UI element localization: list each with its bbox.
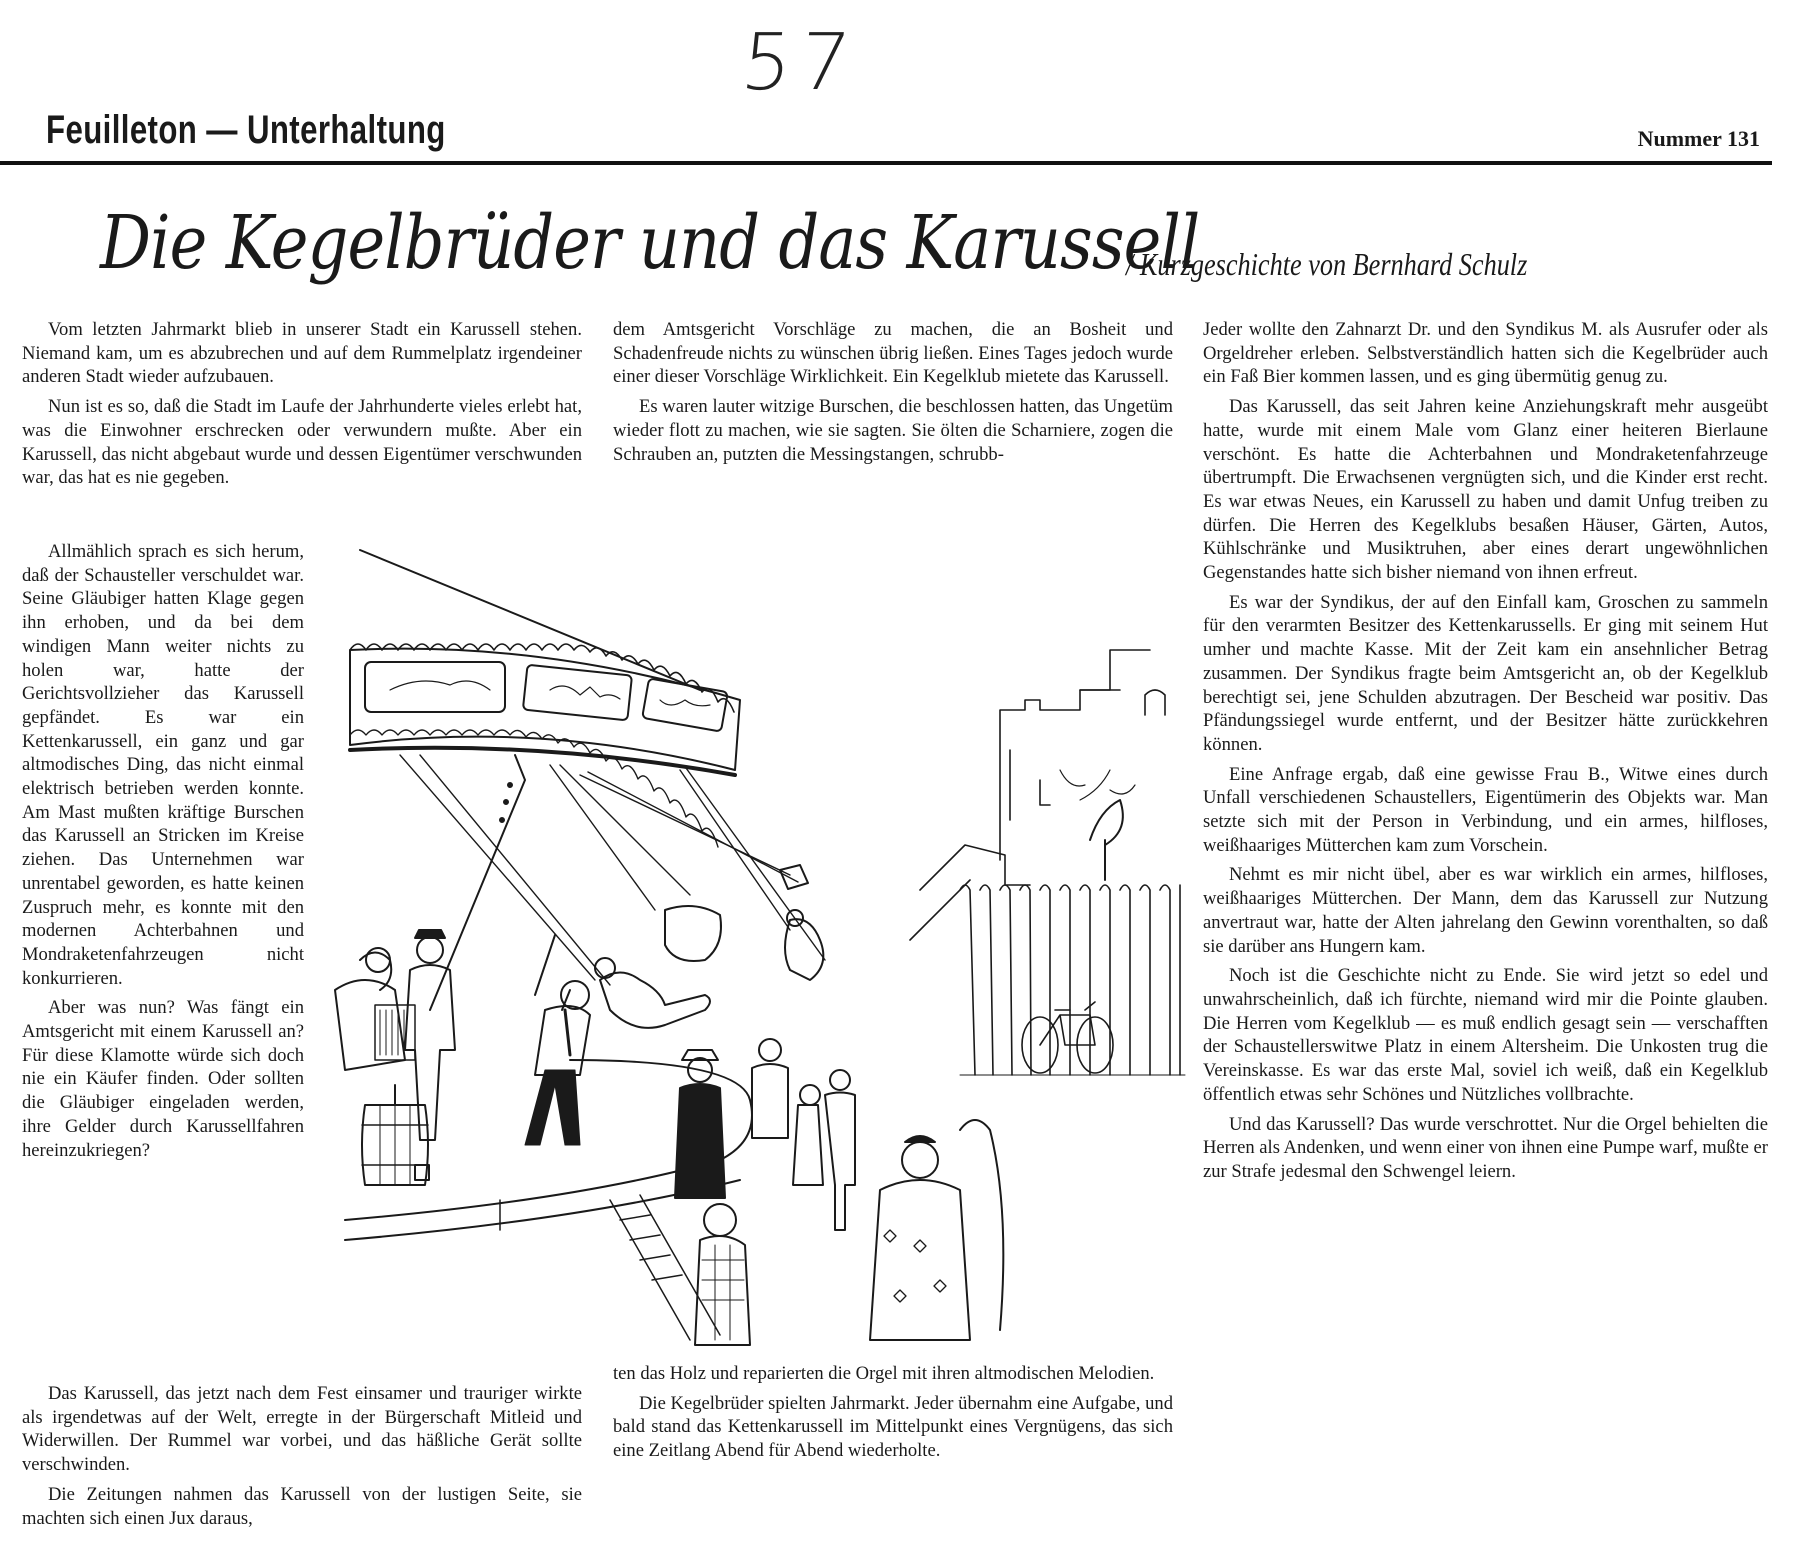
paragraph: Und das Karussell? Das wurde verschrottet. Nur die Orgel behielten die Herren als Andenken, und wenn einer von ihnen eine Pumpe warf, mußte er zur Strafe jedesmal den Schwengel leiern. (1203, 1113, 1768, 1182)
carousel-illustration (320, 540, 1200, 1360)
column-3 (1203, 318, 1768, 1190)
column-1-top (22, 318, 582, 496)
article-byline: / Kurzgeschichte von Bernhard Schulz (1126, 246, 1528, 282)
section-title: Feuilleton — Unterhaltung (46, 108, 446, 152)
paragraph: Noch ist die Geschichte nicht zu Ende. Sie wird jetzt so edel und unwahrscheinlich, daß ich fürchte, niemand wird mir die Pointe glauben. Die Herren vom Kegelklub — es muß endlich gesagt sein — verschafften der Schaustellerswitwe Platz in einem Altersheim. Die Unkosten trug die Vereinskasse. Es war das erste Mal, soviel ich weiß, daß ein Kegelklub öffentlich etwas sehr Schönes und Nützliches vollbrachte. (1203, 965, 1768, 1105)
swing-riders (562, 865, 823, 1028)
issue-number: Nummer 131 (1637, 126, 1760, 151)
men-on-platform (335, 930, 590, 1145)
paragraph: Es war der Syndikus, der auf den Einfall kam, Groschen zu sammeln für den verarmten Besitzer des Kettenkarussells. Er ging mit seinem Hut umher und machte Kasse. Mit der Zeit kam ein ansehnlicher Betrag zusammen. Der Syndikus fragte beim Amtsgericht an, ob der Kegelklub berechtigt sei, jene Schulden abzutragen. Der Bescheid war positiv. Das Pfändungssiegel wurde entfernt, und der Besitzer hätte zurückkehren können. (1203, 591, 1768, 755)
paragraph: ten das Holz und reparierten die Orgel mit ihren altmodischen Melodien. (613, 1363, 1155, 1384)
picket-fence (960, 885, 1185, 1075)
carousel-canopy (350, 644, 740, 847)
page-number-handwritten: 57 (737, 18, 862, 108)
swing-chains (400, 755, 825, 985)
paragraph: Nehmt es mir nicht übel, aber es war wirklich ein armes, hilfloses, weißhaariges Mütterchen. Der Mann, dem das Karussell zur Nutzung anvertraut war, hatte der Alten jahrelang den Gewinn vorenthalten, so daß sie darüber ans Hungern kam. (1203, 864, 1768, 957)
paragraph: Es waren lauter witzige Burschen, die beschlossen hatten, das Ungetüm wieder flott zu machen, wie sie sagten. Sie ölten die Scharniere, zogen die Schrauben an, putzten die Messingstangen, schrubb- (613, 396, 1173, 465)
bicycle (1022, 1002, 1113, 1073)
carousel-sketch (320, 540, 1200, 1360)
paragraph: Vom letzten Jahrmarkt blieb in unserer Stadt ein Karussell stehen. Niemand kam, um es abzubrechen und auf dem Rummelplatz irgendeiner anderen Stadt wieder aufzubauen. (22, 319, 582, 388)
paragraph: Aber was nun? Was fängt ein Amtsgericht mit einem Karussell an? Für diese Klamotte würde sich doch nie ein Käufer finden. Oder sollten die Gläubiger eingeladen werden, ihre Gelder durch Karussellfahren hereinzukriegen? (22, 997, 304, 1161)
masthead (0, 100, 1790, 160)
column-1-bottom (22, 1382, 582, 1536)
background-houses (910, 650, 1165, 940)
column-2-top (613, 318, 1173, 472)
paragraph: Jeder wollte den Zahnarzt Dr. und den Syndikus M. als Ausrufer oder als Orgeldreher erleben. Selbstverständlich hatten sich die Kegelbrüder auch ein Faß Bier kommen lassen, und es ging übermütig genug zu. (1203, 319, 1768, 388)
paragraph: dem Amtsgericht Vorschläge zu machen, die an Bosheit und Schadenfreude nichts zu wünschen übrig ließen. Eines Tages jedoch wurde einer dieser Vorschläge Wirklichkeit. Ein Kegelklub mietete das Karussell. (613, 319, 1173, 388)
paragraph: Eine Anfrage ergab, daß eine gewisse Frau B., Witwe eines durch Unfall verschiedenen Schaustellers, Eigentümerin des Objekts war. Man setzte sich mit der Person in Verbindung, und ein armes, hilfloses, weißhaariges Mütterchen kam zum Vorschein. (1203, 763, 1768, 856)
paragraph: Nun ist es so, daß die Stadt im Laufe der Jahrhunderte vieles erlebt hat, was die Einwohner erschrecken oder verwundern mußte. Aber ein Karussell, das nicht abgebaut wurde und dessen Eigentümer verschwunden war, das hat es nie gegeben. (22, 396, 582, 489)
paragraph: Das Karussell, das jetzt nach dem Fest einsamer und trauriger wirkte als irgendetwas auf der Welt, erregte in der Bürgerschaft Mitleid und Widerwillen. Der Rummel war vorbei, und das häßliche Gerät sollte verschwinden. (22, 1383, 582, 1476)
paragraph: Die Zeitungen nahmen das Karussell von der lustigen Seite, sie machten sich einen Jux daraus, (22, 1483, 582, 1529)
article-title: Die Kegelbrüder und das Karussell (100, 200, 1200, 286)
paragraph: Die Kegelbrüder spielten Jahrmarkt. Jeder übernahm eine Aufgabe, und bald stand das Kettenkarussell im Mittelpunkt eines Vergnügens, das sich eine Zeitlang Abend für Abend wiederholte. (613, 1392, 1173, 1462)
paragraph: Das Karussell, das seit Jahren keine Anziehungskraft mehr ausgeübt hatte, wurde mit einem Male vom Glanz einer heiteren Bierlaune verschönt. Es hatte die Achterbahnen und Mondraketenfahrzeuge übertrumpft. Die Erwachsenen vergnügten sich, und die Kinder erst recht. Es war etwas Neues, ein Karussell zu haben und damit Unfug treiben zu dürfen. Die Herren des Kegelklubs besaßen Häuser, Gärten, Autos, Kühlschränke und Musiktruhen, aber eines derart ungewöhnlichen Gegenstandes hatte sich bisher niemand von ihnen erfreut. (1203, 396, 1768, 584)
column-2-bottom (613, 1362, 1173, 1469)
guy-rope (360, 550, 700, 690)
spectator-crowd (675, 1039, 1003, 1345)
masthead-rule (0, 161, 1772, 165)
headline-row (0, 200, 1800, 300)
column-1-narrow (22, 540, 304, 1168)
paragraph: Allmählich sprach es sich herum, daß der Schausteller verschuldet war. Seine Gläubiger hatten Klage gegen ihn erhoben, und da bei dem windigen Mann weiter nichts zu holen war, hatte der Gerichtsvollzieher das Karussell gepfändet. Es war ein Kettenkarussell, ein ganz und gar altmodisches Ding, das nicht einmal elektrisch betrieben werden konnte. Am Mast mußten kräftige Burschen das Karussell an Stricken im Kreise ziehen. Das Unternehmen war unrentabel geworden, es hatte keinen Zuspruch mehr, es konnte mit den modernen Achterbahnen und Mondraketenfahrzeugen nicht konkurrieren. (22, 541, 304, 989)
